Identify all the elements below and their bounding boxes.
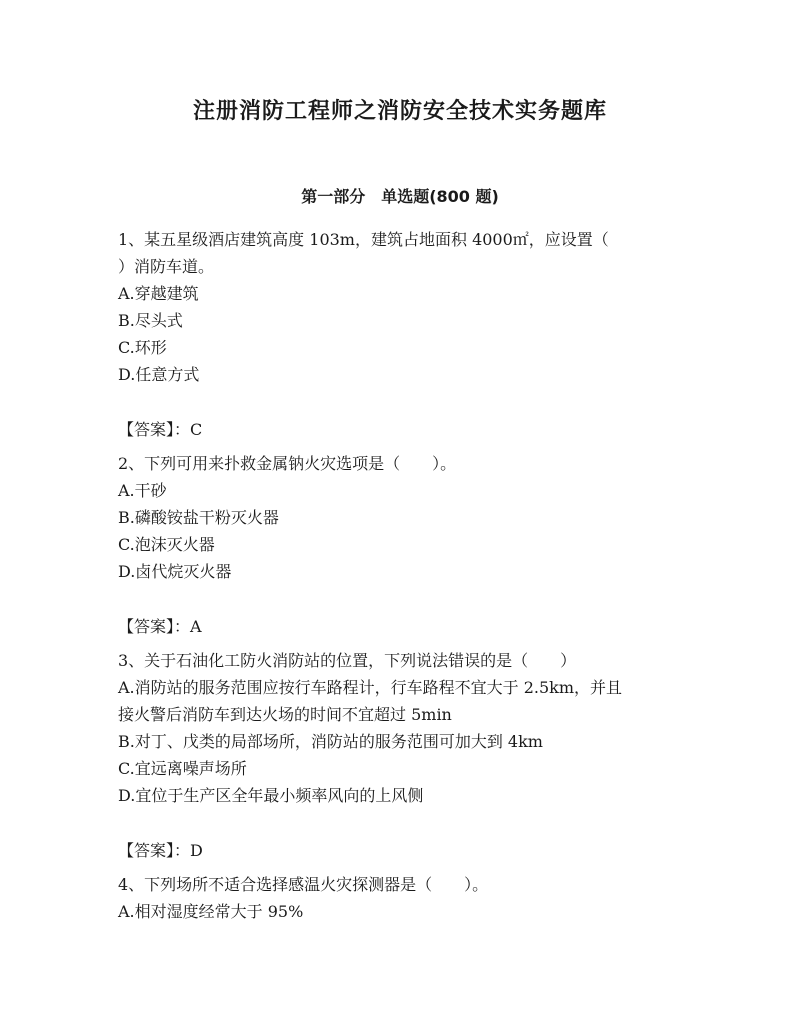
question-3-option-c: C.宜远离噪声场所 (118, 759, 247, 778)
question-1-option-c: C.环形 (118, 338, 167, 357)
question-2 (118, 450, 688, 640)
question-1-answer (118, 416, 688, 443)
question-1-option-b: B.尽头式 (118, 311, 183, 330)
answer-label: 【答案】： (118, 617, 191, 636)
question-3-text-line: 3、关于石油化工防火消防站的位置，下列说法错误的是（ ） (118, 651, 577, 670)
question-4-text-line: 4、下列场所不适合选择感温火灾探测器是（ ）。 (118, 875, 489, 894)
answer-label: 【答案】： (118, 420, 191, 439)
question-1-option-a: A.穿越建筑 (118, 284, 199, 303)
question-2-text-line: 2、下列可用来扑救金属钠火灾选项是（ ）。 (118, 454, 457, 473)
question-3-option-b: B.对丁、戊类的局部场所，消防站的服务范围可加大到 4km (118, 732, 543, 751)
question-1-text-line: ）消防车道。 (118, 257, 215, 276)
question-4-option-a: A.相对湿度经常大于 95% (118, 902, 304, 921)
question-1 (118, 226, 688, 443)
answer-value: C (190, 420, 203, 439)
question-3 (118, 647, 688, 864)
section-title: 第一部分 单选题(800 题) (301, 187, 499, 206)
answer-label: 【答案】： (118, 841, 191, 860)
question-list (118, 226, 688, 925)
question-3-option-a: A.消防站的服务范围应按行车路程计，行车路程不宜大于 2.5km，并且 (118, 678, 623, 697)
question-2-option-b: B.磷酸铵盐干粉灭火器 (118, 508, 279, 527)
answer-value: D (190, 841, 203, 860)
question-2-option-c: C.泡沫灭火器 (118, 535, 215, 554)
question-2-option-d: D.卤代烷灭火器 (118, 562, 232, 581)
question-4 (118, 871, 688, 925)
document-title: 注册消防工程师之消防安全技术实务题库 (192, 99, 607, 124)
answer-value: A (190, 617, 202, 636)
question-3-option-a-cont: 接火警后消防车到达火场的时间不宜超过 5min (118, 705, 452, 724)
question-3-answer (118, 837, 688, 864)
question-2-answer (118, 613, 688, 640)
question-1-option-d: D.任意方式 (118, 365, 200, 384)
question-3-option-d: D.宜位于生产区全年最小频率风向的上风侧 (118, 786, 424, 805)
question-1-text-line: 1、某五星级酒店建筑高度 103m，建筑占地面积 4000㎡，应设置（ (118, 230, 609, 249)
question-2-option-a: A.干砂 (118, 481, 167, 500)
